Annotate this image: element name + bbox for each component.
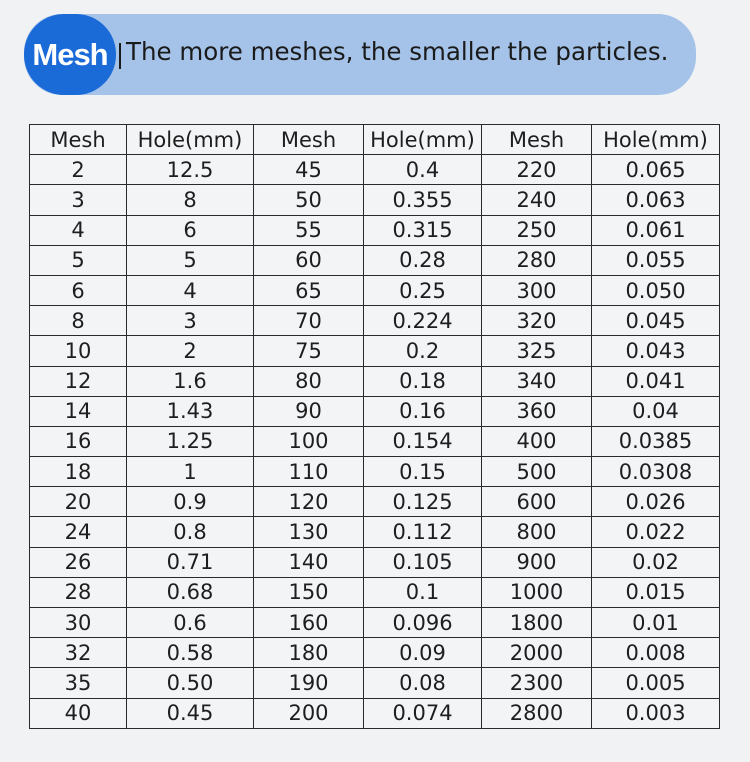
mesh-cell: 8 xyxy=(30,306,127,336)
hole-cell: 0.005 xyxy=(592,668,720,698)
table-row xyxy=(30,245,720,275)
mesh-cell: 2 xyxy=(30,155,127,185)
mesh-cell: 600 xyxy=(482,487,592,517)
table-body xyxy=(30,155,720,729)
hole-cell: 0.022 xyxy=(592,517,720,547)
hole-cell: 1.25 xyxy=(127,426,254,456)
mesh-cell: 75 xyxy=(254,336,364,366)
hole-cell: 0.4 xyxy=(364,155,482,185)
mesh-cell: 55 xyxy=(254,215,364,245)
hole-cell: 0.041 xyxy=(592,366,720,396)
mesh-cell: 30 xyxy=(30,608,127,638)
hole-cell: 0.074 xyxy=(364,698,482,728)
mesh-cell: 20 xyxy=(30,487,127,517)
mesh-cell: 28 xyxy=(30,577,127,607)
mesh-cell: 50 xyxy=(254,185,364,215)
mesh-cell: 220 xyxy=(482,155,592,185)
table-header-row xyxy=(30,125,720,155)
table-row xyxy=(30,487,720,517)
hole-cell: 0.16 xyxy=(364,396,482,426)
hole-cell: 0.045 xyxy=(592,306,720,336)
hole-cell: 0.8 xyxy=(127,517,254,547)
mesh-cell: 900 xyxy=(482,547,592,577)
table-row xyxy=(30,336,720,366)
mesh-cell: 340 xyxy=(482,366,592,396)
hole-cell: 0.355 xyxy=(364,185,482,215)
hole-cell: 0.063 xyxy=(592,185,720,215)
mesh-cell: 400 xyxy=(482,426,592,456)
hole-cell: 1.6 xyxy=(127,366,254,396)
hole-cell: 0.9 xyxy=(127,487,254,517)
mesh-cell: 2800 xyxy=(482,698,592,728)
mesh-cell: 18 xyxy=(30,457,127,487)
hole-cell: 0.02 xyxy=(592,547,720,577)
hole-cell: 0.04 xyxy=(592,396,720,426)
table-row xyxy=(30,457,720,487)
mesh-cell: 60 xyxy=(254,245,364,275)
mesh-cell: 1000 xyxy=(482,577,592,607)
mesh-cell: 130 xyxy=(254,517,364,547)
hole-cell: 8 xyxy=(127,185,254,215)
mesh-cell: 40 xyxy=(30,698,127,728)
table-row xyxy=(30,155,720,185)
table-row xyxy=(30,366,720,396)
hole-cell: 3 xyxy=(127,306,254,336)
mesh-cell: 300 xyxy=(482,275,592,305)
mesh-cell: 160 xyxy=(254,608,364,638)
hole-cell: 6 xyxy=(127,215,254,245)
mesh-cell: 26 xyxy=(30,547,127,577)
hole-cell: 1.43 xyxy=(127,396,254,426)
table-row xyxy=(30,426,720,456)
table-row xyxy=(30,396,720,426)
mesh-cell: 325 xyxy=(482,336,592,366)
mesh-cell: 24 xyxy=(30,517,127,547)
mesh-cell: 280 xyxy=(482,245,592,275)
hole-cell: 0.0385 xyxy=(592,426,720,456)
hole-cell: 0.315 xyxy=(364,215,482,245)
mesh-cell: 35 xyxy=(30,668,127,698)
mesh-cell: 70 xyxy=(254,306,364,336)
column-header-mesh: Mesh xyxy=(482,125,592,155)
hole-cell: 0.003 xyxy=(592,698,720,728)
mesh-cell: 4 xyxy=(30,215,127,245)
hole-cell: 0.18 xyxy=(364,366,482,396)
hole-cell: 0.224 xyxy=(364,306,482,336)
column-header-mesh: Mesh xyxy=(30,125,127,155)
hole-cell: 0.08 xyxy=(364,668,482,698)
hole-cell: 2 xyxy=(127,336,254,366)
hole-cell: 0.50 xyxy=(127,668,254,698)
column-header-hole: Hole(mm) xyxy=(592,125,720,155)
mesh-cell: 120 xyxy=(254,487,364,517)
column-header-mesh: Mesh xyxy=(254,125,364,155)
mesh-cell: 500 xyxy=(482,457,592,487)
mesh-cell: 90 xyxy=(254,396,364,426)
hole-cell: 0.050 xyxy=(592,275,720,305)
hole-cell: 0.68 xyxy=(127,577,254,607)
hole-cell: 0.45 xyxy=(127,698,254,728)
hole-cell: 0.2 xyxy=(364,336,482,366)
hole-cell: 0.25 xyxy=(364,275,482,305)
hole-cell: 0.008 xyxy=(592,638,720,668)
mesh-badge: Mesh xyxy=(24,14,116,95)
hole-cell: 0.28 xyxy=(364,245,482,275)
table-row xyxy=(30,577,720,607)
hole-cell: 0.112 xyxy=(364,517,482,547)
hole-cell: 5 xyxy=(127,245,254,275)
table-row xyxy=(30,668,720,698)
table-row xyxy=(30,608,720,638)
hole-cell: 4 xyxy=(127,275,254,305)
hole-cell: 0.01 xyxy=(592,608,720,638)
hole-cell: 0.096 xyxy=(364,608,482,638)
mesh-cell: 240 xyxy=(482,185,592,215)
mesh-cell: 3 xyxy=(30,185,127,215)
hole-cell: 0.026 xyxy=(592,487,720,517)
mesh-cell: 200 xyxy=(254,698,364,728)
hole-cell: 0.15 xyxy=(364,457,482,487)
mesh-cell: 32 xyxy=(30,638,127,668)
mesh-cell: 2000 xyxy=(482,638,592,668)
mesh-cell: 190 xyxy=(254,668,364,698)
hole-cell: 0.055 xyxy=(592,245,720,275)
mesh-cell: 80 xyxy=(254,366,364,396)
mesh-cell: 65 xyxy=(254,275,364,305)
mesh-cell: 12 xyxy=(30,366,127,396)
mesh-cell: 250 xyxy=(482,215,592,245)
column-header-hole: Hole(mm) xyxy=(364,125,482,155)
hole-cell: 0.1 xyxy=(364,577,482,607)
table-row xyxy=(30,547,720,577)
table-row xyxy=(30,306,720,336)
hole-cell: 0.6 xyxy=(127,608,254,638)
hole-cell: 0.58 xyxy=(127,638,254,668)
hole-cell: 0.154 xyxy=(364,426,482,456)
hole-cell: 0.71 xyxy=(127,547,254,577)
hole-cell: 0.065 xyxy=(592,155,720,185)
mesh-cell: 320 xyxy=(482,306,592,336)
table-row xyxy=(30,698,720,728)
table-row xyxy=(30,517,720,547)
mesh-cell: 100 xyxy=(254,426,364,456)
hole-cell: 1 xyxy=(127,457,254,487)
mesh-cell: 360 xyxy=(482,396,592,426)
hole-cell: 0.061 xyxy=(592,215,720,245)
mesh-cell: 150 xyxy=(254,577,364,607)
hole-cell: 0.125 xyxy=(364,487,482,517)
mesh-size-table xyxy=(29,124,720,729)
hole-cell: 0.09 xyxy=(364,638,482,668)
mesh-cell: 14 xyxy=(30,396,127,426)
banner-divider xyxy=(119,43,121,69)
mesh-cell: 110 xyxy=(254,457,364,487)
mesh-cell: 180 xyxy=(254,638,364,668)
mesh-cell: 10 xyxy=(30,336,127,366)
hole-cell: 12.5 xyxy=(127,155,254,185)
mesh-cell: 1800 xyxy=(482,608,592,638)
table-row xyxy=(30,185,720,215)
mesh-cell: 2300 xyxy=(482,668,592,698)
hole-cell: 0.0308 xyxy=(592,457,720,487)
table-row xyxy=(30,215,720,245)
mesh-cell: 140 xyxy=(254,547,364,577)
banner-tagline: The more meshes, the smaller the particles. xyxy=(126,37,669,66)
table-row xyxy=(30,275,720,305)
column-header-hole: Hole(mm) xyxy=(127,125,254,155)
mesh-cell: 6 xyxy=(30,275,127,305)
hole-cell: 0.015 xyxy=(592,577,720,607)
mesh-cell: 16 xyxy=(30,426,127,456)
hole-cell: 0.105 xyxy=(364,547,482,577)
mesh-cell: 800 xyxy=(482,517,592,547)
mesh-cell: 5 xyxy=(30,245,127,275)
mesh-cell: 45 xyxy=(254,155,364,185)
table-row xyxy=(30,638,720,668)
hole-cell: 0.043 xyxy=(592,336,720,366)
